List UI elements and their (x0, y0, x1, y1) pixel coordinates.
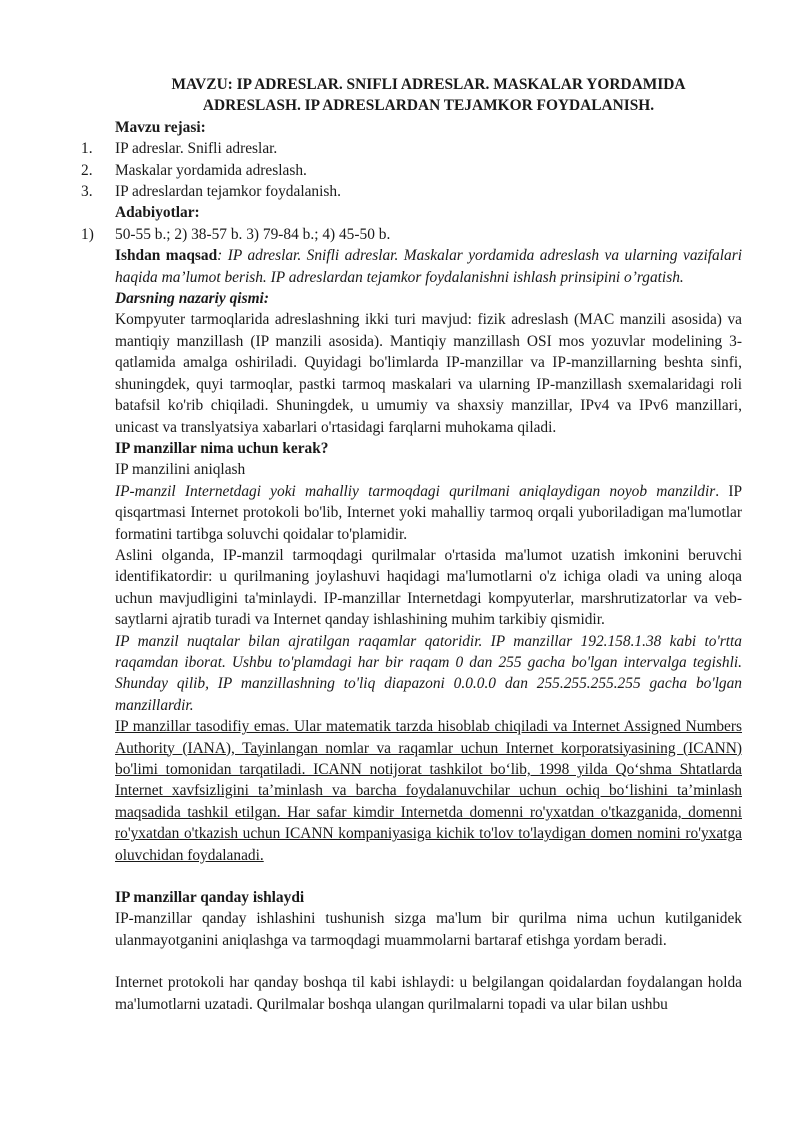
paragraph: IP manzil nuqtalar bilan ajratilgan raqamlar qatoridir. IP manzillar 192.158.1.38 kabi to'rtta raqamdan iborat. Ushbu to'plamdagi har bir raqam 0 dan 255 gacha bo'lgan intervalga tegishli. Shunday qilib, IP manzillashning to'liq diapazoni 0.0.0.0 dan 255.255.255.255 gacha bo'lgan manzillardir. (115, 632, 742, 714)
ip-definition: IP-manzil Internetdagi yoki mahalliy tarmoqdagi qurilmani aniqlaydigan noyob manzildir (115, 482, 716, 500)
theory-heading: Darsning nazariy qismi: (115, 290, 269, 308)
section-heading: IP manzillar qanday ishlaydi (115, 889, 305, 907)
goal-text: IP adreslar. Snifli adreslar. Maskalar yordamida adreslash va ularning vazifalari haqida ma’lumot berish. IP adreslardan tejamkor foydalanishni ishlash prinsipini o’rgatish. (115, 247, 742, 286)
title-line-2: ADRESLASH. IP ADRESLARDAN TEJAMKOR FOYDALANISH. (202, 97, 655, 115)
section-subheading: IP manzilini aniqlash (115, 461, 246, 479)
spacer (115, 866, 742, 887)
plan-item (81, 160, 742, 181)
goal-colon: : (217, 247, 223, 265)
literature-item (81, 224, 742, 245)
paragraph: Aslini olganda, IP-manzil tarmoqdagi qurilmalar o'rtasida ma'lumot uzatish imkonini beruvchi identifikatordir: u qurilmaning joylashuvi haqidagi ma'lumotlarni o'z ichiga oladi va uning aloqa uchun mavjudligini ta'minlaydi. IP-manzillar Internetdagi kompyuterlar, marshrutizatorlar va veb-saytlarni ajratib turadi va Internet qanday ishlashining muhim tarkibiy qismidir. (115, 546, 742, 629)
plan-item (81, 138, 742, 159)
paragraph (115, 481, 742, 545)
spacer (115, 951, 742, 972)
document-title (105, 74, 752, 117)
plan-item-number: 3. (81, 183, 93, 201)
plan-item-text: IP adreslardan tejamkor foydalanish. (115, 183, 341, 201)
plan-heading: Mavzu rejasi: (115, 118, 206, 136)
underlined-paragraph: IP manzillar tasodifiy emas. Ular matematik tarzda hisoblab chiqiladi va Internet Assigned Numbers Authority (IANA), Tayinlangan nomlar va raqamlar uchun Internet korporatsiyasining (ICANN) bo'limi tomonidan tarqatiladi. ICANN notijorat tashkilot bo‘lib, 1998 yilda Qo‘shma Shtatlarda Internet xavfsizligini ta’minlash va barcha foydalanuvchilar uchun ochiq bo‘lishini ta’minlash maqsadida tashkil etilgan. Har safar kimdir Internetda domenni ro'yxatdan o'tkazganida, domenni ro'yxatdan o'tkazish uchun ICANN kompaniyasiga kichik to'lov to'laydigan domen nomini ro'yxatga oluvchidan foydalanadi. (115, 718, 742, 864)
plan-item-text: IP adreslar. Snifli adreslar. (115, 140, 278, 158)
ip-definition-rest: . IP qisqartmasi Internet protokoli bo'lib, Internet yoki mahalliy tarmoq orqali yuboriladigan ma'lumotlar formatini tartibga soluvchi qoidalar to'plamidir. (115, 482, 742, 543)
literature-item-text: 50-55 b.; 2) 38-57 b. 3) 79-84 b.; 4) 45-50 b. (115, 225, 391, 243)
literature-heading: Adabiyotlar: (115, 204, 200, 222)
goal-label: Ishdan maqsad (115, 247, 218, 265)
paragraph: IP-manzillar qanday ishlashini tushunish sizga ma'lum bir qurilma nima uchun kutilganidek ulanmayotganini aniqlashga va tarmoqdagi muammolarni bartaraf etishga yordam beradi. (115, 910, 742, 949)
literature-item-number: 1) (81, 225, 94, 243)
goal-paragraph (115, 245, 742, 288)
document-body (81, 74, 742, 1015)
paragraph: Internet protokoli har qanday boshqa til kabi ishlaydi: u belgilangan qoidalardan foydalangan holda ma'lumotlarni uzatadi. Qurilmalar boshqa ulangan qurilmalarni topadi va ular bilan ushbu (115, 974, 742, 1013)
plan-item-number: 2. (81, 161, 93, 179)
plan-item-number: 1. (81, 140, 93, 158)
plan-item-text: Maskalar yordamida adreslash. (115, 161, 307, 179)
plan-item (81, 181, 742, 202)
theory-paragraph: Kompyuter tarmoqlarida adreslashning ikki turi mavjud: fizik adreslash (MAC manzili asosida) va mantiqiy manzillash (IP manzili asosida). Mantiqiy manzillash OSI mos yozuvlar modelining 3-qatlamida amalga oshiriladi. Quyidagi bo'limlarda IP-manzillar va IP-manzillarning beshta sinfi, shuningdek, quyi tarmoqlar, pastki tarmoq maskalari va ularning IP-manzillash sxemalaridagi roli batafsil ko'rib chiqiladi. Shuningdek, u umumiy va shaxsiy manzillar, IPv4 va IPv6 manzillari, unicast va translyatsiya xabarlari o'rtasidagi farqlarni muhokama qiladi. (115, 311, 742, 436)
title-line-1: MAVZU: IP ADRESLAR. SNIFLI ADRESLAR. MASKALAR YORDAMIDA (171, 76, 686, 93)
section-heading: IP manzillar nima uchun kerak? (115, 439, 329, 457)
